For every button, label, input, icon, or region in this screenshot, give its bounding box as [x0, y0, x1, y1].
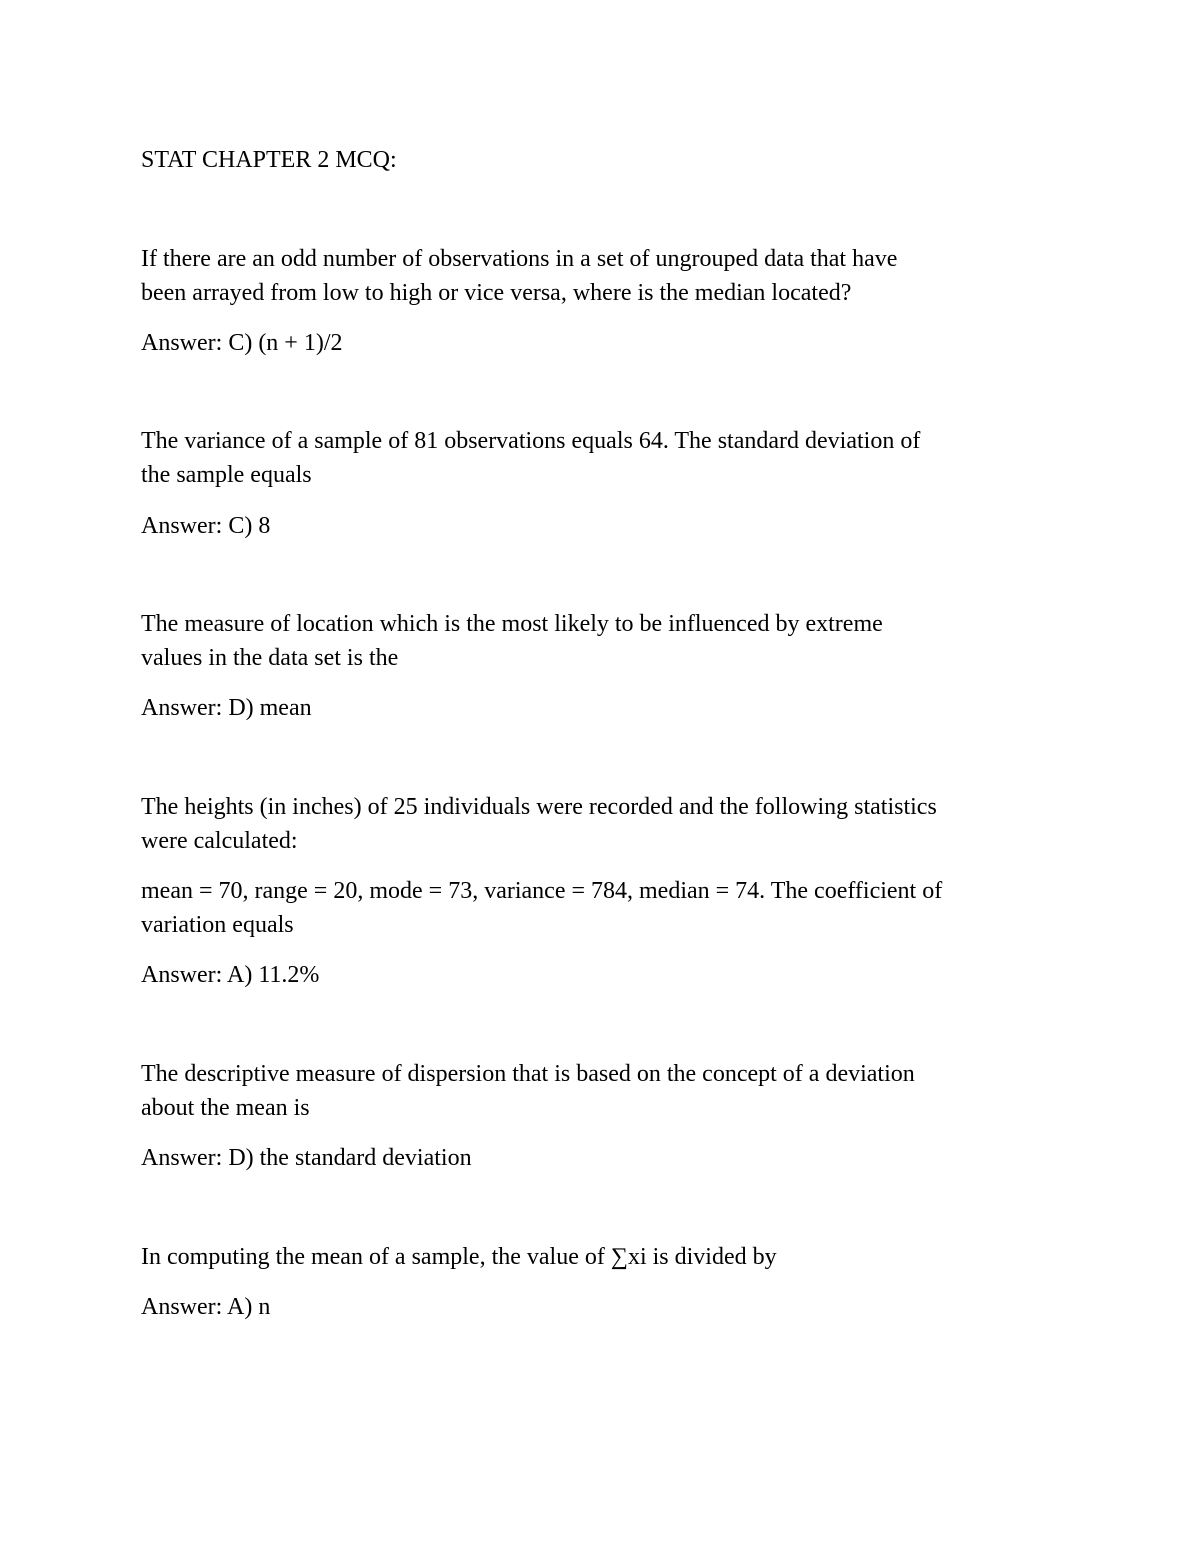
- question-4-line-2: were calculated:: [141, 828, 298, 854]
- question-3-line-1: The measure of location which is the most likely to be influenced by extreme: [141, 611, 883, 637]
- question-4-stats-line-1: mean = 70, range = 20, mode = 73, variance = 784, median = 74. The coefficient of: [141, 878, 943, 904]
- question-6-line-1: In computing the mean of a sample, the value of ∑xi is divided by: [141, 1244, 777, 1270]
- answer-5: Answer: D) the standard deviation: [141, 1145, 472, 1171]
- question-2-line-1: The variance of a sample of 81 observations equals 64. The standard deviation of: [141, 428, 921, 454]
- question-3: [141, 607, 1081, 675]
- question-5-line-2: about the mean is: [141, 1095, 310, 1121]
- question-2-line-2: the sample equals: [141, 462, 312, 488]
- question-1: [141, 242, 1081, 310]
- answer-3: Answer: D) mean: [141, 695, 312, 721]
- question-2: [141, 424, 1081, 492]
- document-title: STAT CHAPTER 2 MCQ:: [141, 147, 397, 173]
- question-1-line-1: If there are an odd number of observations in a set of ungrouped data that have: [141, 246, 898, 272]
- question-4-statistics: [141, 874, 1081, 942]
- question-1-line-2: been arrayed from low to high or vice versa, where is the median located?: [141, 280, 852, 306]
- question-4-stats-line-2: variation equals: [141, 912, 294, 938]
- question-5: [141, 1057, 1081, 1125]
- question-4-line-1: The heights (in inches) of 25 individuals were recorded and the following statistics: [141, 794, 937, 820]
- question-6: [141, 1240, 1081, 1274]
- answer-1: Answer: C) (n + 1)/2: [141, 330, 343, 356]
- question-4: [141, 790, 1081, 858]
- question-3-line-2: values in the data set is the: [141, 645, 399, 671]
- answer-2: Answer: C) 8: [141, 513, 271, 539]
- answer-6: Answer: A) n: [141, 1294, 271, 1320]
- question-5-line-1: The descriptive measure of dispersion that is based on the concept of a deviation: [141, 1061, 915, 1087]
- answer-4: Answer: A) 11.2%: [141, 962, 320, 988]
